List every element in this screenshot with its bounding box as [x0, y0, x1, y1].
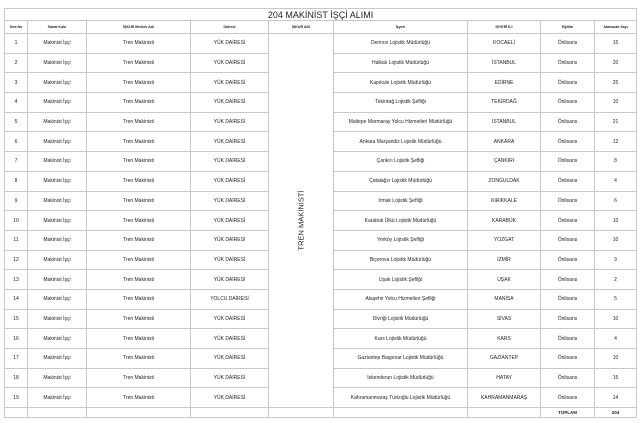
table-cell: 10: [595, 349, 637, 369]
table-cell: Önlisans: [541, 34, 595, 54]
table-cell: 10: [595, 230, 637, 250]
page-title: 204 MAKİNİST İŞÇİ ALIMI: [5, 9, 637, 21]
table-cell: YOLCU DAİRESİ: [191, 289, 269, 309]
table-cell: Önlisans: [541, 171, 595, 191]
table-cell: Yerköy Lojistik Şefliği: [334, 230, 468, 250]
table-cell: Çatalağzı Lojistik Müdürlüğü: [334, 171, 468, 191]
table-cell: Makinist İşçi: [28, 270, 87, 290]
header-row: [5, 21, 637, 34]
column-header: Sanat Kolu: [28, 21, 87, 34]
empty-cell: [269, 408, 334, 418]
table-cell: KOCAELİ: [468, 34, 541, 54]
table-cell: Makinist İşçi: [28, 289, 87, 309]
table-cell: Makinist İşçi: [28, 211, 87, 231]
table-cell: 15: [595, 34, 637, 54]
table-cell: Irmak Lojistik Şefliği: [334, 191, 468, 211]
table-cell: 6: [595, 191, 637, 211]
table-cell: YÜK DAİRESİ: [191, 250, 269, 270]
column-header: Dairesi: [191, 21, 269, 34]
table-cell: Önlisans: [541, 289, 595, 309]
table-cell: Karabük Ülkü Lojistik Müdürlüğü: [334, 211, 468, 231]
table-cell: 12: [5, 250, 28, 270]
table-cell: 21: [595, 112, 637, 132]
column-header: İŞKUR Meslek Adı: [87, 21, 191, 34]
table-cell: Tren Makinisti: [87, 191, 191, 211]
table-cell: Tren Makinisti: [87, 349, 191, 369]
table-cell: Divriği Lojistik Müdürlüğü: [334, 309, 468, 329]
column-header: Atanacak Sayı: [595, 21, 637, 34]
table-cell: Tren Makinisti: [87, 34, 191, 54]
table-cell: MANİSA: [468, 289, 541, 309]
table-cell: Biçerova Lojistik Müdürlüğü: [334, 250, 468, 270]
table-cell: YÜK DAİRESİ: [191, 191, 269, 211]
table-cell: 2: [595, 270, 637, 290]
table-cell: İZMİR: [468, 250, 541, 270]
table-cell: YÜK DAİRESİ: [191, 349, 269, 369]
table-cell: Halkalı Lojistik Müdürlüğü: [334, 53, 468, 73]
table-cell: Ankara Marşandiz Lojistik Müdürlüğü: [334, 132, 468, 152]
table-cell: Tren Makinisti: [87, 132, 191, 152]
table-cell: Maltepe Marmaray Yolcu Hizmetleri Müdürlüğü: [334, 112, 468, 132]
table-cell: Makinist İşçi: [28, 73, 87, 93]
table-cell: Önlisans: [541, 191, 595, 211]
table-cell: YÜK DAİRESİ: [191, 34, 269, 54]
column-header: İŞYERİ İLİ: [468, 21, 541, 34]
table-cell: 16: [5, 329, 28, 349]
table-cell: Önlisans: [541, 329, 595, 349]
table-cell: Makinist İşçi: [28, 112, 87, 132]
table-row: [5, 34, 637, 54]
table-cell: YÜK DAİRESİ: [191, 270, 269, 290]
table-cell: Kars Lojistik Müdürlüğü: [334, 329, 468, 349]
table-cell: 13: [5, 270, 28, 290]
column-header: Eğitim: [541, 21, 595, 34]
column-header: İŞKUR ADI: [269, 21, 334, 34]
table-cell: 7: [5, 152, 28, 172]
table-cell: Önlisans: [541, 211, 595, 231]
table-cell: YÜK DAİRESİ: [191, 171, 269, 191]
table-cell: Makinist İşçi: [28, 93, 87, 113]
table-cell: Uşak Lojistik Şefliği: [334, 270, 468, 290]
table-cell: İSTANBUL: [468, 112, 541, 132]
empty-cell: [87, 408, 191, 418]
table-cell: YÜK DAİRESİ: [191, 132, 269, 152]
table-cell: 5: [595, 289, 637, 309]
table-cell: Tren Makinisti: [87, 171, 191, 191]
table-cell: İSTANBUL: [468, 53, 541, 73]
table-cell: 3: [5, 73, 28, 93]
table-cell: HATAY: [468, 368, 541, 388]
table-cell: Önlisans: [541, 112, 595, 132]
table-cell: Önlisans: [541, 152, 595, 172]
table-cell: Tren Makinisti: [87, 93, 191, 113]
table-cell: Önlisans: [541, 132, 595, 152]
table-cell: EDİRNE: [468, 73, 541, 93]
table-cell: Makinist İşçi: [28, 53, 87, 73]
table-cell: Önlisans: [541, 270, 595, 290]
table-cell: 19: [5, 388, 28, 408]
table-cell: Önlisans: [541, 53, 595, 73]
table-cell: Önlisans: [541, 388, 595, 408]
table-cell: ÇANKIRI: [468, 152, 541, 172]
table-cell: Önlisans: [541, 230, 595, 250]
table-cell: KAHRAMANMARAŞ: [468, 388, 541, 408]
table-cell: 20: [595, 53, 637, 73]
table-cell: ANKARA: [468, 132, 541, 152]
table-cell: 6: [5, 132, 28, 152]
table-cell: Derince Lojistik Müdürlüğü: [334, 34, 468, 54]
table-cell: Önlisans: [541, 73, 595, 93]
table-cell: 10: [595, 211, 637, 231]
table-cell: Makinist İşçi: [28, 250, 87, 270]
table-cell: YÜK DAİRESİ: [191, 93, 269, 113]
table-cell: YÜK DAİRESİ: [191, 53, 269, 73]
table-cell: Önlisans: [541, 349, 595, 369]
table-cell: 15: [595, 368, 637, 388]
table-cell: 12: [595, 132, 637, 152]
table-cell: Tren Makinisti: [87, 152, 191, 172]
table-cell: Tren Makinisti: [87, 230, 191, 250]
table-cell: Makinist İşçi: [28, 309, 87, 329]
table-cell: Gaziantep Başpınar Lojistik Müdürlüğü: [334, 349, 468, 369]
empty-cell: [334, 408, 468, 418]
table-cell: 1: [5, 34, 28, 54]
table-cell: SİVAS: [468, 309, 541, 329]
table-cell: Tren Makinisti: [87, 250, 191, 270]
empty-cell: [468, 408, 541, 418]
table-cell: Tren Makinisti: [87, 309, 191, 329]
table-cell: Makinist İşçi: [28, 230, 87, 250]
total-label: TOPLAM: [541, 408, 595, 418]
table-cell: Tekirdağ Lojistik Şefliği: [334, 93, 468, 113]
table-cell: YÜK DAİRESİ: [191, 368, 269, 388]
table-cell: YÜK DAİRESİ: [191, 112, 269, 132]
table-cell: Makinist İşçi: [28, 329, 87, 349]
table-cell: 9: [5, 191, 28, 211]
table-cell: İskenderun Lojistik Müdürlüğü: [334, 368, 468, 388]
table-cell: Makinist İşçi: [28, 349, 87, 369]
iskur-adi-label: TREN MAKİNİSTİ: [296, 190, 306, 251]
empty-cell: [191, 408, 269, 418]
table-cell: YÜK DAİRESİ: [191, 211, 269, 231]
table-cell: Önlisans: [541, 250, 595, 270]
table-cell: ZONGULDAK: [468, 171, 541, 191]
table-cell: Makinist İşçi: [28, 132, 87, 152]
table-cell: 4: [5, 93, 28, 113]
table-cell: Tren Makinisti: [87, 73, 191, 93]
table-cell: Makinist İşçi: [28, 152, 87, 172]
empty-cell: [28, 408, 87, 418]
iskur-adi-cell: [269, 34, 334, 408]
table-cell: UŞAK: [468, 270, 541, 290]
total-value: 204: [595, 408, 637, 418]
column-header: İşyeri: [334, 21, 468, 34]
table-cell: 10: [595, 309, 637, 329]
table-cell: 8: [5, 171, 28, 191]
column-header: Sıra No: [5, 21, 28, 34]
table-cell: 3: [595, 250, 637, 270]
table-cell: YÜK DAİRESİ: [191, 230, 269, 250]
table-cell: 8: [595, 152, 637, 172]
table-cell: 17: [5, 349, 28, 369]
table-cell: 14: [595, 388, 637, 408]
table-cell: YÜK DAİRESİ: [191, 329, 269, 349]
table-cell: GAZİANTEP: [468, 349, 541, 369]
table-cell: Alaşehir Yolcu Hizmetleri Şefliği: [334, 289, 468, 309]
table-cell: YÜK DAİRESİ: [191, 388, 269, 408]
table-cell: Tren Makinisti: [87, 270, 191, 290]
table-cell: 15: [5, 309, 28, 329]
empty-cell: [5, 408, 28, 418]
table-cell: Kahramanmaraş Türkoğlu Lojistik Müdürlüğü: [334, 388, 468, 408]
table-cell: 5: [5, 112, 28, 132]
table-cell: Tren Makinisti: [87, 211, 191, 231]
table-cell: Kapıkule Lojistik Müdürlüğü: [334, 73, 468, 93]
table-cell: 14: [5, 289, 28, 309]
table-cell: Önlisans: [541, 93, 595, 113]
table-cell: 25: [595, 73, 637, 93]
table-cell: Makinist İşçi: [28, 368, 87, 388]
table-cell: Tren Makinisti: [87, 329, 191, 349]
total-row: [5, 408, 637, 418]
table-cell: Tren Makinisti: [87, 368, 191, 388]
table-cell: 4: [595, 329, 637, 349]
table-cell: KIRIKKALE: [468, 191, 541, 211]
table-cell: Makinist İşçi: [28, 388, 87, 408]
table-cell: YÜK DAİRESİ: [191, 73, 269, 93]
table-cell: YOZGAT: [468, 230, 541, 250]
table-cell: 2: [5, 53, 28, 73]
table-cell: YÜK DAİRESİ: [191, 309, 269, 329]
recruitment-table: [4, 8, 637, 418]
table-cell: KARABÜK: [468, 211, 541, 231]
table-cell: Makinist İşçi: [28, 34, 87, 54]
table-cell: Önlisans: [541, 309, 595, 329]
table-cell: 4: [595, 171, 637, 191]
table-cell: Çankırı Lojistik Şefliği: [334, 152, 468, 172]
table-cell: Makinist İşçi: [28, 171, 87, 191]
table-cell: 11: [5, 230, 28, 250]
table-cell: Makinist İşçi: [28, 191, 87, 211]
table-cell: KARS: [468, 329, 541, 349]
table-cell: YÜK DAİRESİ: [191, 152, 269, 172]
table-cell: Tren Makinisti: [87, 388, 191, 408]
table-cell: Önlisans: [541, 368, 595, 388]
table-cell: Tren Makinisti: [87, 112, 191, 132]
table-cell: 10: [595, 93, 637, 113]
table-cell: TEKİRDAĞ: [468, 93, 541, 113]
table-cell: 18: [5, 368, 28, 388]
table-cell: Tren Makinisti: [87, 53, 191, 73]
table-cell: 10: [5, 211, 28, 231]
table-cell: Tren Makinisti: [87, 289, 191, 309]
